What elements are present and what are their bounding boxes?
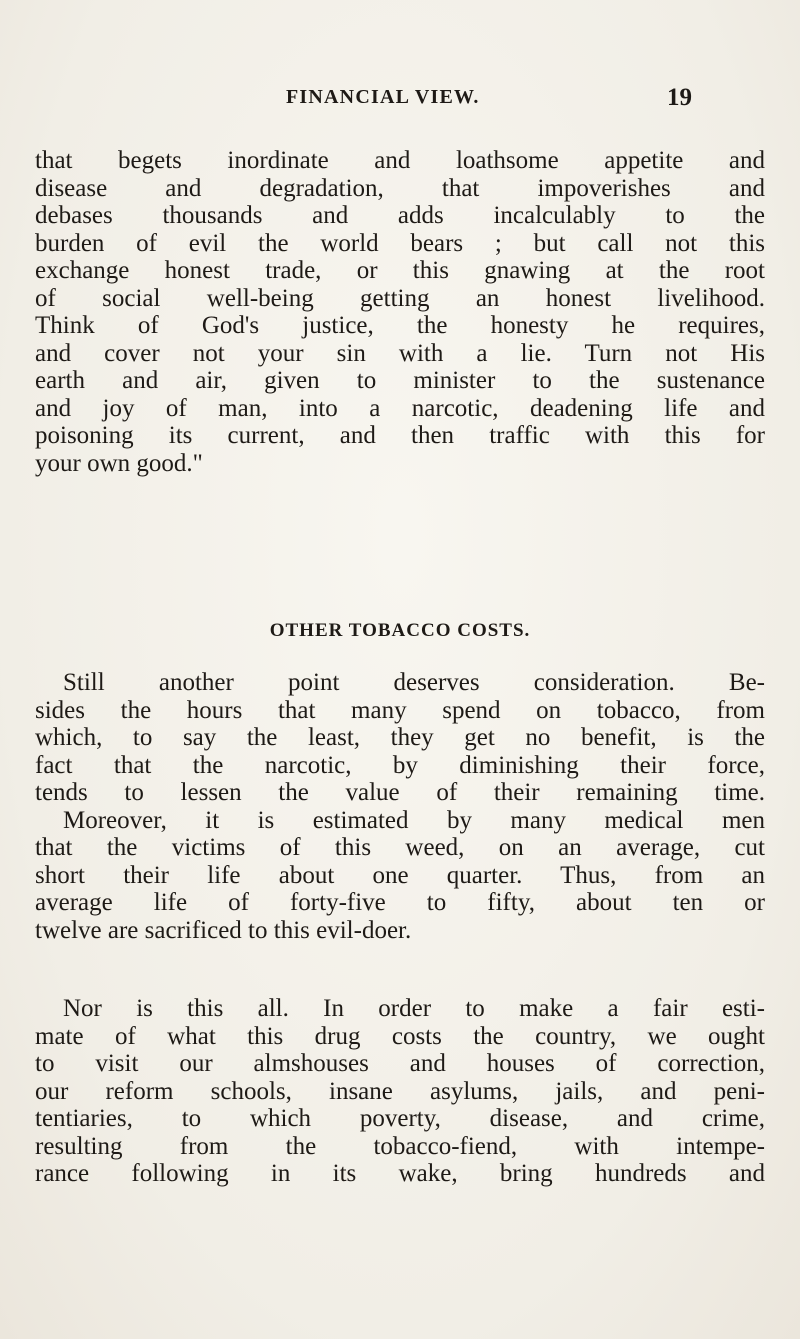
text-line: Think of God's justice, the honesty he requires, xyxy=(35,312,765,339)
text-line: sides the hours that many spend on tobacco, from xyxy=(35,696,765,724)
text-line: and cover not your sin with a lie. Turn not His xyxy=(35,339,765,367)
text-line: Nor is this all. In order to make a fair esti- xyxy=(63,995,765,1022)
text-line: debases thousands and adds incalculably to the xyxy=(35,202,765,229)
paragraph-1 xyxy=(35,147,765,477)
text-line: resulting from the tobacco-fiend, with intempe- xyxy=(35,1132,765,1160)
text-line: our reform schools, insane asylums, jails, and peni- xyxy=(35,1077,765,1105)
text-line: mate of what this drug costs the country, we ought xyxy=(35,1022,765,1050)
text-line: your own good." xyxy=(35,449,203,477)
text-line: that begets inordinate and loathsome appetite and xyxy=(35,147,765,174)
text-line: of social well-being getting an honest livelihood. xyxy=(35,284,765,312)
text-line: disease and degradation, that impoverishes and xyxy=(35,174,765,202)
paragraph-2 xyxy=(35,669,765,944)
section-heading: OTHER TOBACCO COSTS. xyxy=(269,620,531,641)
text-line: fact that the narcotic, by diminishing their force, xyxy=(35,751,765,779)
page-header xyxy=(0,86,800,116)
text-line: Still another point deserves consideration. Be- xyxy=(63,669,765,696)
text-line: earth and air, given to minister to the sustenance xyxy=(35,367,765,394)
text-line: Moreover, it is estimated by many medical men xyxy=(63,806,765,834)
text-line: to visit our almshouses and houses of correction, xyxy=(35,1050,765,1077)
text-line: burden of evil the world bears ; but call not this xyxy=(35,229,765,257)
page-number: 19 xyxy=(667,84,692,111)
text-line: twelve are sacrificed to this evil-doer. xyxy=(35,916,412,944)
text-line: that the victims of this weed, on an average, cut xyxy=(35,834,765,861)
paragraph-3 xyxy=(35,995,765,1188)
text-line: short their life about one quarter. Thus, from an xyxy=(35,861,765,889)
text-line: and joy of man, into a narcotic, deadening life and xyxy=(35,394,765,422)
text-line: average life of forty-five to fifty, about ten or xyxy=(35,889,765,916)
text-line: rance following in its wake, bring hundreds and xyxy=(35,1160,765,1187)
text-line: tends to lessen the value of their remaining time. xyxy=(35,779,765,806)
text-line: exchange honest trade, or this gnawing at the root xyxy=(35,257,765,284)
text-line: which, to say the least, they get no benefit, is the xyxy=(35,724,765,751)
text-line: tentiaries, to which poverty, disease, and crime, xyxy=(35,1105,765,1132)
text-line: poisoning its current, and then traffic with this for xyxy=(35,422,765,449)
running-head: FINANCIAL VIEW. xyxy=(286,86,480,108)
